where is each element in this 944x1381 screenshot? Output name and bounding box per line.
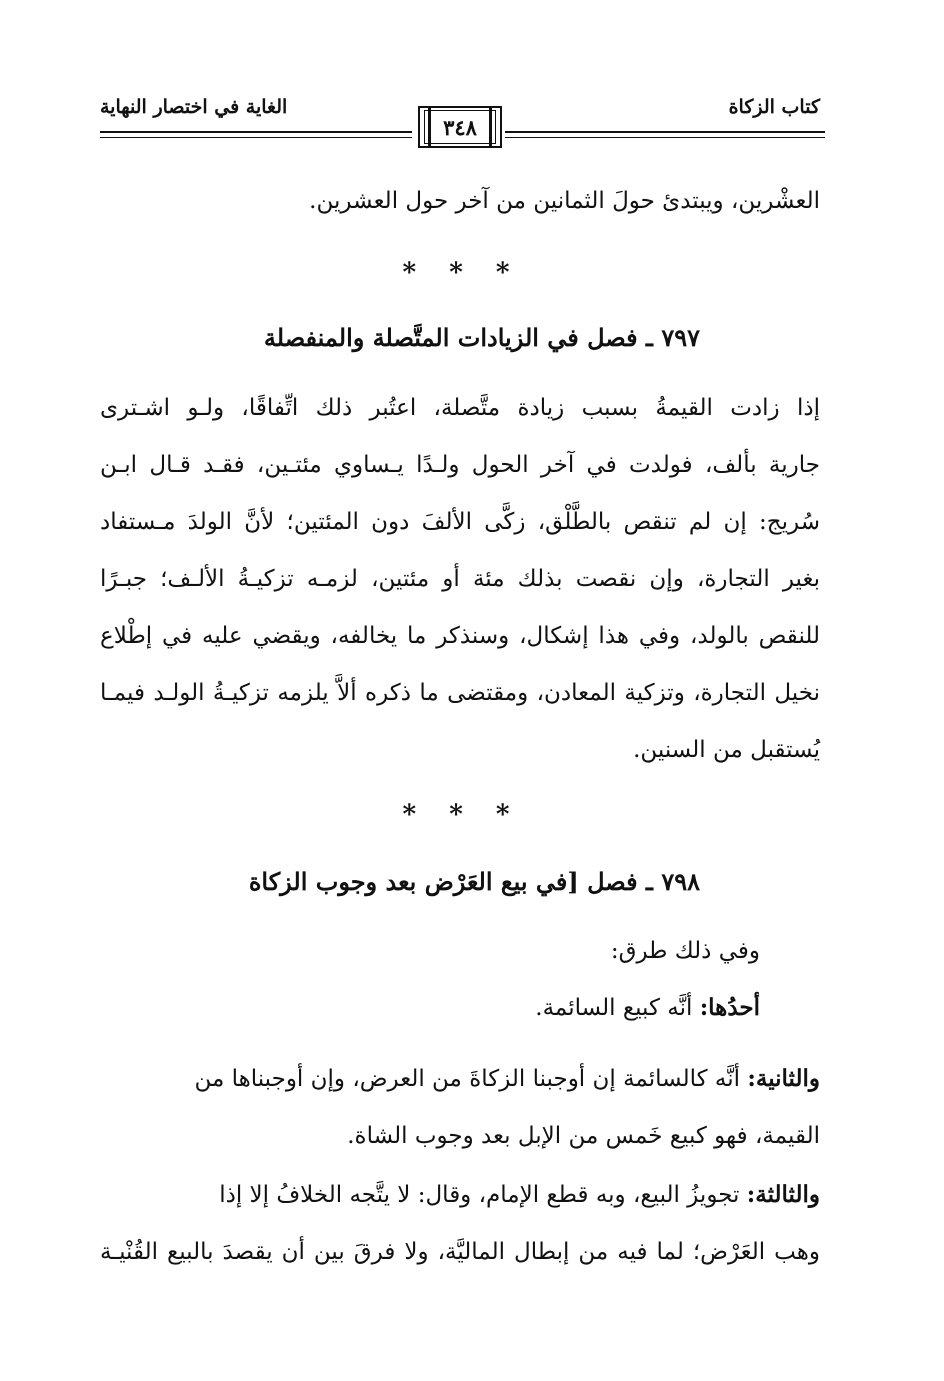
section-heading-798: ٧٩٨ ـ فصل [في بيع العَرْض بعد وجوب الزكاة	[248, 867, 700, 896]
section-heading-797: ٧٩٧ ـ فصل في الزيادات المتَّصلة والمنفصلة	[263, 323, 700, 352]
point-text: أنَّه كالسائمة إن أوجبنا الزكاةَ من العرض، وإن أوجبناها من	[194, 1066, 741, 1092]
page-number-box	[418, 106, 502, 148]
point-label: والثالثة:	[746, 1181, 820, 1208]
paragraph-line: بغير التجارة، وإن نقصت بذلك مئة أو مئتين، لزمـه تزكيـةُ الألـف؛ جبـرًا	[100, 566, 820, 592]
continuation-line: العشْرين، ويبتدئ حولَ الثمانين من آخر حول العشرين.	[309, 188, 820, 214]
header-book-section: كتاب الزكاة	[728, 96, 820, 118]
paragraph-line	[100, 993, 760, 1023]
point-text: أنَّه كبيع السائمة.	[535, 995, 693, 1021]
paragraph-line: جارية بألف، فولدت في آخر الحول ولـدًا يـساوي مئتـين، فقـد قـال ابـن	[100, 452, 820, 478]
section-separator: * * *	[402, 258, 522, 288]
header-rule	[100, 137, 412, 138]
header-rule	[100, 131, 412, 133]
paragraph-line: نخيل التجارة، وتزكية المعادن، ومقتضى ما ذكره ألاَّ يلزمه تزكيـةُ الولـد فيمـا	[100, 680, 820, 706]
paragraph-line	[100, 1064, 820, 1094]
paragraph-line: سُريج: إن لم تنقص بالطَّلْق، زكَّى الألفَ دون المئتين؛ لأنَّ الولدَ مـستفاد	[100, 509, 820, 535]
paragraph-line: وفي ذلك طرق:	[610, 938, 760, 964]
paragraph-line: وهب العَرْض؛ لما فيه من إبطال الماليَّة، ولا فرقَ بين أن يقصدَ بالبيع القُنْيـة	[100, 1239, 820, 1265]
header-rule	[505, 131, 825, 133]
paragraph-line: للنقص بالولد، وفي هذا إشكال، وسنذكر ما يخالفه، ويقضي عليه في إطْلاع	[100, 623, 820, 649]
paragraph-line: إذا زادت القيمةُ بسبب زيادة متَّصلة، اعتُبر ذلك اتِّفاقًا، ولـو اشـترى	[100, 395, 820, 421]
point-text: تجويزُ البيع، وبه قطع الإمام، وقال: لا يتَّجه الخلافُ إلا إذا	[219, 1182, 740, 1208]
page-number: ٣٤٨	[443, 115, 477, 140]
header-book-title: الغاية في اختصار النهاية	[100, 96, 288, 118]
point-label: أحدُها:	[699, 994, 760, 1021]
section-separator: * * *	[402, 800, 522, 830]
point-label: والثانية:	[747, 1065, 820, 1092]
header-rule	[505, 137, 825, 138]
paragraph-line: يُستقبل من السنين.	[633, 737, 820, 763]
paragraph-line	[100, 1180, 820, 1210]
paragraph-line: القيمة، فهو كبيع خَمس من الإبل بعد وجوب الشاة.	[347, 1123, 820, 1149]
